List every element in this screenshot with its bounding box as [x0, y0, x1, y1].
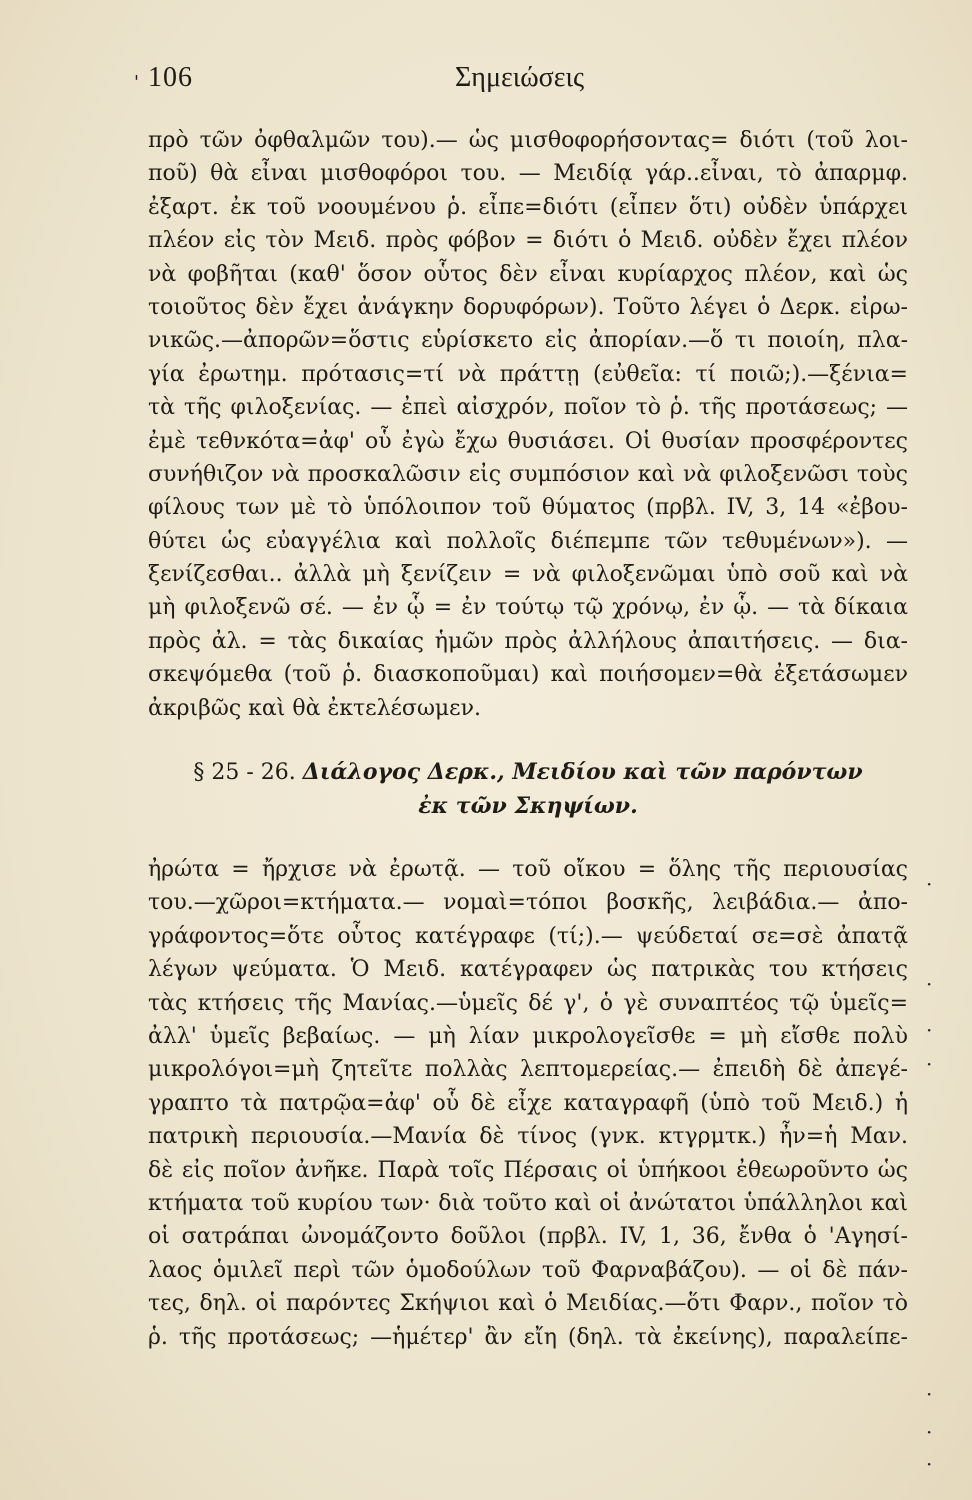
text-line: ἀκριβῶς καὶ θὰ ἐκτελέσωμεν.	[148, 695, 481, 721]
page-number: 106	[148, 62, 193, 93]
text-line: νὰ φοβῆται (καθ' ὅσον οὗτος δὲν εἶναι κυρίαρχος πλέον, καὶ ὡς	[148, 261, 908, 287]
running-title: Σημειώσεις	[455, 62, 585, 93]
section-number: § 25 - 26.	[193, 760, 296, 786]
text-line: δὲ εἰς ποῖον ἀνῆκε. Παρὰ τοῖς Πέρσαις οἱ ὑπήκοοι ἐθεωροῦντο ὡς	[148, 1157, 908, 1183]
text-line: τὰ τῆς φιλοξενίας. — ἐπεὶ αἰσχρόν, ποῖον τὸ ῥ. τῆς προτάσεως; —	[148, 395, 908, 421]
margin-dot: ·	[926, 872, 933, 896]
text-line: λέγων ψεύματα. Ὁ Μειδ. κατέγραφεν ὡς πατρικὰς του κτήσεις	[148, 957, 908, 983]
section-title-part-1: Διάλογος Δερκ., Μειδίου καὶ τῶν παρόντων	[302, 759, 863, 786]
notes-paragraph-1	[148, 124, 908, 725]
text-line: γία ἐρωτημ. πρότασις=τί νὰ πράττῃ (εὐθεῖα: τί ποιῶ;).—ξένια=	[148, 361, 908, 387]
text-line: ῥ. τῆς προτάσεως; —ἡμέτερ' ἂν εἴη (δηλ. τὰ ἐκείνης), παραλείπε-	[148, 1324, 908, 1350]
text-line: ἐξαρτ. ἐκ τοῦ νοουμένου ῥ. εἶπε=διότι (εἶπεν ὅτι) οὐδὲν ὑπάρχει	[148, 194, 908, 220]
text-line: ἠρώτα = ἤρχισε νὰ ἐρωτᾷ. — τοῦ οἴκου = ὅλης τῆς περιουσίας	[148, 857, 908, 883]
text-line: γραπτο τὰ πατρῷα=ἀφ' οὗ δὲ εἶχε καταγραφῆ (ὑπὸ τοῦ Μειδ.) ἡ	[148, 1090, 908, 1116]
margin-dot: ·	[926, 1018, 933, 1042]
text-line: νικῶς.—ἀπορῶν=ὅστις εὑρίσκετο εἰς ἀπορίαν.—ὅ τι ποιοίη, πλα-	[148, 328, 908, 354]
margin-dot: ·	[926, 972, 933, 996]
margin-dot: ·	[926, 1052, 933, 1076]
section-heading	[148, 755, 908, 823]
margin-dot: ·	[926, 1452, 933, 1476]
section-heading-line-2	[148, 789, 908, 823]
text-line: ποῦ) θὰ εἶναι μισθοφόροι του. — Μειδίᾳ γάρ..εἶναι, τὸ ἀπαρμφ.	[148, 161, 908, 187]
notes-paragraph-2	[148, 853, 908, 1354]
text-line: θύτει ὡς εὐαγγέλια καὶ πολλοῖς διέπεμπε τῶν τεθυμένων»). —	[148, 528, 908, 554]
text-line: ξενίζεσθαι.. ἀλλὰ μὴ ξενίζειν = νὰ φιλοξενῶμαι ὑπὸ σοῦ καὶ νὰ	[148, 562, 908, 588]
text-line: πατρικὴ περιουσία.—Μανία δὲ τίνος (γνκ. κτγρμτκ.) ἦν=ἡ Μαν.	[148, 1124, 908, 1150]
page-body	[148, 124, 908, 1354]
text-line: οἱ σατράπαι ὠνομάζοντο δοῦλοι (πρβλ. IV, 1, 36, ἔνθα ὁ 'Αγησί-	[148, 1224, 908, 1250]
text-line: σκεψόμεθα (τοῦ ῥ. διασκοποῦμαι) καὶ ποιήσομεν=θὰ ἐξετάσωμεν	[148, 662, 908, 688]
text-line: ἐμὲ τεθνκότα=ἀφ' οὗ ἐγὼ ἔχω θυσιάσει. Οἱ θυσίαν προσφέροντες	[148, 428, 908, 454]
text-line: γράφοντος=ὅτε οὗτος κατέγραφε (τί;).— ψεύδεταί σε=σὲ ἀπατᾷ	[148, 923, 908, 949]
text-line: τοιοῦτος δὲν ἔχει ἀνάγκην δορυφόρων). Τοῦτο λέγει ὁ Δερκ. εἰρω-	[148, 294, 908, 320]
section-title-part-2: ἐκ τῶν Σκηψίων.	[418, 793, 638, 820]
section-heading-line-1	[148, 755, 908, 789]
text-line: κτήματα τοῦ κυρίου των· διὰ τοῦτο καὶ οἱ ἀνώτατοι ὑπάλληλοι καὶ	[148, 1190, 908, 1216]
text-line: πλέον εἰς τὸν Μειδ. πρὸς φόβον = διότι ὁ Μειδ. οὐδὲν ἔχει πλέον	[148, 228, 908, 254]
text-line: τες, δηλ. οἱ παρόντες Σκήψιοι καὶ ὁ Μειδίας.—ὅτι Φαρν., ποῖον τὸ	[148, 1291, 908, 1317]
text-line: τὰς κτήσεις τῆς Μανίας.—ὑμεῖς δέ γ', ὁ γὲ συναπτέος τῷ ὑμεῖς=	[148, 990, 908, 1016]
page-header	[0, 62, 972, 102]
margin-dot: ·	[926, 1382, 933, 1406]
text-line: ἀλλ' ὑμεῖς βεβαίως. — μὴ λίαν μικρολογεῖσθε = μὴ εἴσθε πολὺ	[148, 1023, 908, 1049]
text-line: πρὸς ἀλ. = τὰς δικαίας ἡμῶν πρὸς ἀλλήλους ἀπαιτήσεις. — δια-	[148, 628, 908, 654]
text-line: του.—χῶροι=κτήματα.— νομαὶ=τόποι βοσκῆς, λειβάδια.— ἀπο-	[148, 890, 908, 916]
text-line: πρὸ τῶν ὀφθαλμῶν του).— ὡς μισθοφορήσοντας= διότι (τοῦ λοι-	[148, 128, 908, 153]
text-line: μικρολόγοι=μὴ ζητεῖτε πολλὰς λεπτομερείας.— ἐπειδὴ δὲ ἀπεγέ-	[148, 1057, 908, 1083]
text-line: μὴ φιλοξενῶ σέ. — ἐν ᾧ = ἐν τούτῳ τῷ χρόνῳ, ἐν ᾧ. — τὰ δίκαια	[148, 595, 908, 621]
text-line: συνήθιζον νὰ προσκαλῶσιν εἰς συμπόσιον καὶ νὰ φιλοξενῶσι τοὺς	[148, 461, 908, 487]
margin-dot: ·	[926, 1420, 933, 1444]
text-line: λαος ὁμιλεῖ περὶ τῶν ὁμοδούλων τοῦ Φαρναβάζου). — οἱ δὲ πάν-	[148, 1257, 908, 1283]
text-line: φίλους των μὲ τὸ ὑπόλοιπον τοῦ θύματος (πρβλ. IV, 3, 14 «ἐβου-	[148, 495, 908, 521]
margin-tick-mark: '	[134, 72, 139, 93]
